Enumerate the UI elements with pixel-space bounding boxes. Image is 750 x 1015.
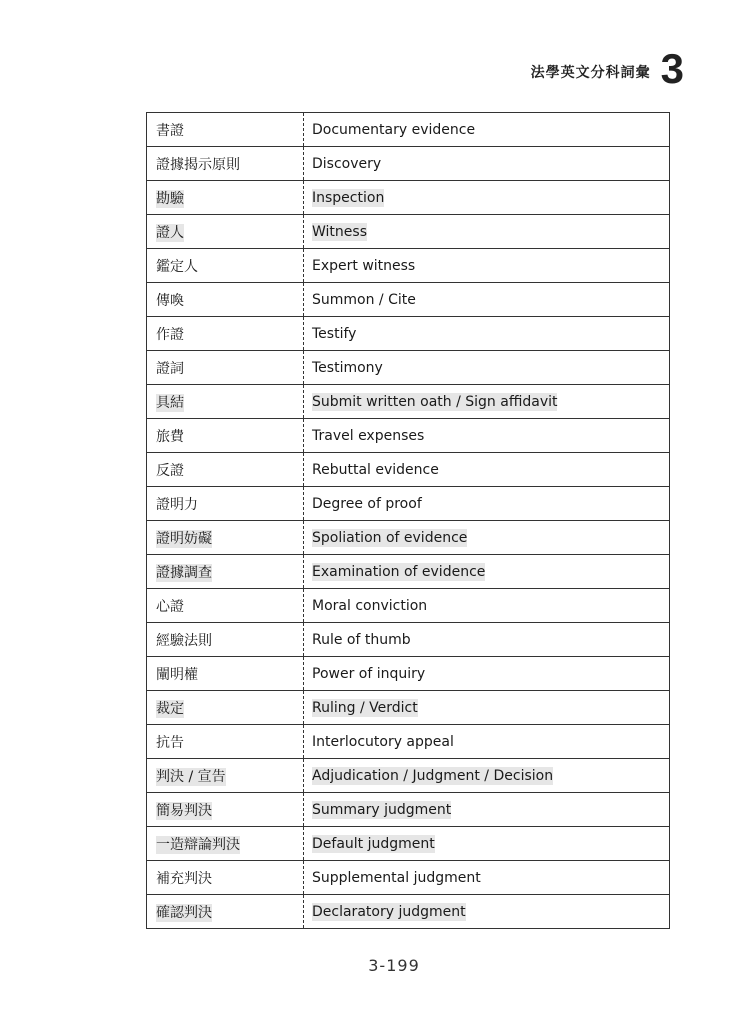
term-cell xyxy=(147,147,304,181)
term-cell xyxy=(147,453,304,487)
definition-cell xyxy=(304,759,670,793)
page-header xyxy=(530,45,684,92)
header-title: 法學英文分科詞彙 xyxy=(530,65,651,81)
definition-text: Power of inquiry xyxy=(312,665,426,682)
definition-cell xyxy=(304,623,670,657)
table-row xyxy=(147,147,670,181)
term-text: 簡易判決 xyxy=(156,802,212,819)
definition-text: Ruling / Verdict xyxy=(312,699,418,716)
definition-cell xyxy=(304,861,670,895)
term-text: 旅費 xyxy=(156,428,184,445)
term-cell xyxy=(147,555,304,589)
definition-cell xyxy=(304,419,670,453)
definition-text: Travel expenses xyxy=(312,427,425,444)
term-cell xyxy=(147,623,304,657)
term-text: 心證 xyxy=(156,598,184,615)
table-row xyxy=(147,283,670,317)
definition-text: Moral conviction xyxy=(312,597,428,614)
definition-cell xyxy=(304,725,670,759)
table-row xyxy=(147,555,670,589)
table-row xyxy=(147,725,670,759)
term-cell xyxy=(147,419,304,453)
term-cell xyxy=(147,181,304,215)
table-row xyxy=(147,317,670,351)
table-row xyxy=(147,113,670,147)
table-row xyxy=(147,521,670,555)
table-row xyxy=(147,793,670,827)
definition-text: Default judgment xyxy=(312,835,435,852)
definition-cell xyxy=(304,351,670,385)
definition-cell xyxy=(304,317,670,351)
table-row xyxy=(147,691,670,725)
term-text: 裁定 xyxy=(156,700,184,717)
chapter-number: 3 xyxy=(660,45,684,92)
term-text: 闡明權 xyxy=(156,666,198,683)
term-text: 抗告 xyxy=(156,734,184,751)
definition-text: Interlocutory appeal xyxy=(312,733,454,750)
table-row xyxy=(147,827,670,861)
table-row xyxy=(147,487,670,521)
definition-text: Expert witness xyxy=(312,257,416,274)
table-row xyxy=(147,895,670,929)
definition-cell xyxy=(304,555,670,589)
table-row xyxy=(147,249,670,283)
definition-cell xyxy=(304,657,670,691)
term-cell xyxy=(147,657,304,691)
term-cell xyxy=(147,249,304,283)
term-text: 證明力 xyxy=(156,496,198,513)
definition-cell xyxy=(304,827,670,861)
definition-text: Examination of evidence xyxy=(312,563,486,580)
definition-cell xyxy=(304,691,670,725)
table-row xyxy=(147,419,670,453)
definition-cell xyxy=(304,147,670,181)
term-text: 具結 xyxy=(156,394,184,411)
definition-cell xyxy=(304,113,670,147)
definition-cell xyxy=(304,249,670,283)
term-cell xyxy=(147,793,304,827)
term-text: 鑑定人 xyxy=(156,258,198,275)
definition-text: Rule of thumb xyxy=(312,631,411,648)
definition-text: Adjudication / Judgment / Decision xyxy=(312,767,554,784)
definition-cell xyxy=(304,453,670,487)
definition-cell xyxy=(304,895,670,929)
definition-cell xyxy=(304,181,670,215)
term-cell xyxy=(147,283,304,317)
term-text: 一造辯論判決 xyxy=(156,836,240,853)
definition-cell xyxy=(304,521,670,555)
term-text: 證人 xyxy=(156,224,184,241)
term-cell xyxy=(147,215,304,249)
table-row xyxy=(147,385,670,419)
table-row xyxy=(147,215,670,249)
definition-cell xyxy=(304,793,670,827)
table-row xyxy=(147,861,670,895)
definition-text: Degree of proof xyxy=(312,495,422,512)
term-text: 勘驗 xyxy=(156,190,184,207)
term-text: 補充判決 xyxy=(156,870,212,887)
term-cell xyxy=(147,759,304,793)
term-text: 證據揭示原則 xyxy=(156,156,240,173)
term-cell xyxy=(147,895,304,929)
definition-cell xyxy=(304,283,670,317)
term-text: 確認判決 xyxy=(156,904,212,921)
glossary-body xyxy=(147,113,670,929)
term-cell xyxy=(147,113,304,147)
term-cell xyxy=(147,827,304,861)
definition-cell xyxy=(304,487,670,521)
term-text: 經驗法則 xyxy=(156,632,212,649)
term-cell xyxy=(147,351,304,385)
definition-text: Testify xyxy=(312,325,357,342)
table-row xyxy=(147,759,670,793)
definition-text: Summary judgment xyxy=(312,801,452,818)
term-cell xyxy=(147,589,304,623)
term-text: 作證 xyxy=(156,326,184,343)
definition-text: Documentary evidence xyxy=(312,121,476,138)
term-text: 書證 xyxy=(156,122,184,139)
table-row xyxy=(147,623,670,657)
term-text: 傳喚 xyxy=(156,292,184,309)
term-cell xyxy=(147,725,304,759)
definition-text: Spoliation of evidence xyxy=(312,529,468,546)
definition-text: Witness xyxy=(312,223,367,240)
definition-text: Rebuttal evidence xyxy=(312,461,439,478)
table-row xyxy=(147,181,670,215)
definition-text: Inspection xyxy=(312,189,385,206)
term-text: 證詞 xyxy=(156,360,184,377)
definition-text: Testimony xyxy=(312,359,383,376)
definition-text: Supplemental judgment xyxy=(312,869,481,886)
term-cell xyxy=(147,317,304,351)
definition-text: Submit written oath / Sign affidavit xyxy=(312,393,558,410)
term-cell xyxy=(147,521,304,555)
term-cell xyxy=(147,861,304,895)
term-text: 判決 / 宣告 xyxy=(156,768,226,785)
table-row xyxy=(147,351,670,385)
term-cell xyxy=(147,691,304,725)
definition-cell xyxy=(304,215,670,249)
glossary-table xyxy=(146,112,670,929)
term-text: 證明妨礙 xyxy=(156,530,212,547)
definition-text: Declaratory judgment xyxy=(312,903,466,920)
term-cell xyxy=(147,487,304,521)
table-row xyxy=(147,453,670,487)
table-row xyxy=(147,589,670,623)
definition-text: Discovery xyxy=(312,155,382,172)
definition-text: Summon / Cite xyxy=(312,291,416,308)
page-number: 3-199 xyxy=(368,956,420,975)
term-text: 證據調查 xyxy=(156,564,212,581)
term-cell xyxy=(147,385,304,419)
definition-cell xyxy=(304,589,670,623)
term-text: 反證 xyxy=(156,462,184,479)
definition-cell xyxy=(304,385,670,419)
table-row xyxy=(147,657,670,691)
